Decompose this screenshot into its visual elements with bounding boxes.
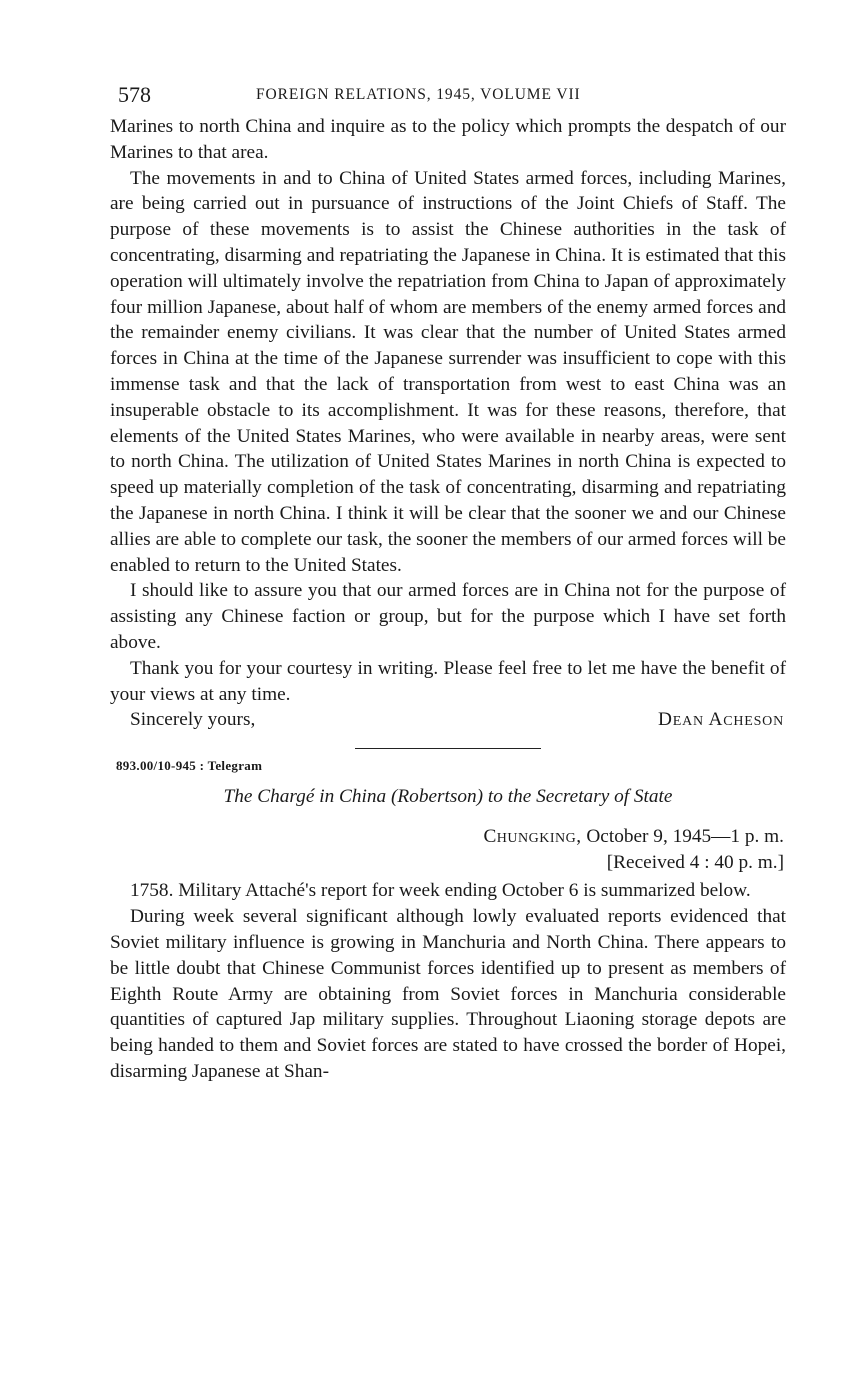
file-reference: 893.00/10-945 : Telegram xyxy=(116,758,263,774)
telegram-paragraph: 1758. Military Attaché's report for week ending October 6 is summarized below. xyxy=(130,880,751,902)
signature: Dean Acheson xyxy=(658,709,784,731)
complimentary-close: Sincerely yours, xyxy=(130,709,256,731)
dateline xyxy=(110,824,786,850)
divider-rule xyxy=(355,748,541,749)
section-separator xyxy=(110,746,786,776)
telegram-body xyxy=(110,878,786,1084)
received-note: [Received 4 : 40 p. m.] xyxy=(606,852,784,874)
dateline-place: Chungking, xyxy=(483,826,582,848)
letter-body xyxy=(110,114,786,707)
letter-paragraph-continued: Marines to north China and inquire as to the policy which prompts the despatch of our Marines to that area. xyxy=(110,116,786,163)
document-page xyxy=(110,82,786,1085)
document-heading: The Chargé in China (Robertson) to the Secretary of State xyxy=(223,786,673,808)
telegram-paragraph: During week several significant although lowly evaluated reports evidenced that Soviet military influence is growing in Manchuria and North China. There appears to be little doubt that Chinese Communist forces identified up to present as members of Eighth Route Army are obtaining from Soviet forces in Manchuria considerable quantities of captured Jap military supplies. Throughout Liaoning storage depots are being handed to them and Soviet forces are stated to have crossed the border of Hopei, disarming Japanese at Shan- xyxy=(110,906,786,1082)
letter-paragraph: The movements in and to China of United States armed forces, including Marines, are being carried out in pursuance of instructions of the Joint Chiefs of Staff. The purpose of these movements is to assist the Chinese authorities in the task of concentrating, disarming and repatriating the Japanese in China. It is estimated that this operation will ultimately involve the repatriation from China to Japan of approximately four million Japanese, about half of whom are members of the enemy armed forces and the remainder enemy civilians. It was clear that the number of United States armed forces in China at the time of the Japanese surrender was insufficient to cope with this immense task and that the lack of transportation from west to east China was an insuperable obstacle to its accomplishment. It was for these reasons, therefore, that elements of the United States Marines, who were available in nearby areas, were sent to north China. The utilization of United States Marines in north China is expected to speed up materially completion of the task of concentrating, disarming and repatriating the Japanese in north China. I think it will be clear that the sooner we and our Chinese allies are able to complete our task, the sooner the members of our armed forces will be enabled to return to the United States. xyxy=(110,167,786,576)
letter-paragraph: Thank you for your courtesy in writing. Please feel free to let me have the benefit of your views at any time. xyxy=(110,657,786,705)
letter-closing xyxy=(110,707,786,734)
page-number: 578 xyxy=(118,82,151,107)
running-head xyxy=(110,82,786,114)
dateline-date: October 9, 1945—1 p. m. xyxy=(581,826,784,848)
running-title: FOREIGN RELATIONS, 1945, VOLUME VII xyxy=(256,86,581,103)
letter-paragraph: I should like to assure you that our armed forces are in China not for the purpose of assisting any Chinese faction or group, but for the purpose which I have set forth above. xyxy=(110,580,786,653)
